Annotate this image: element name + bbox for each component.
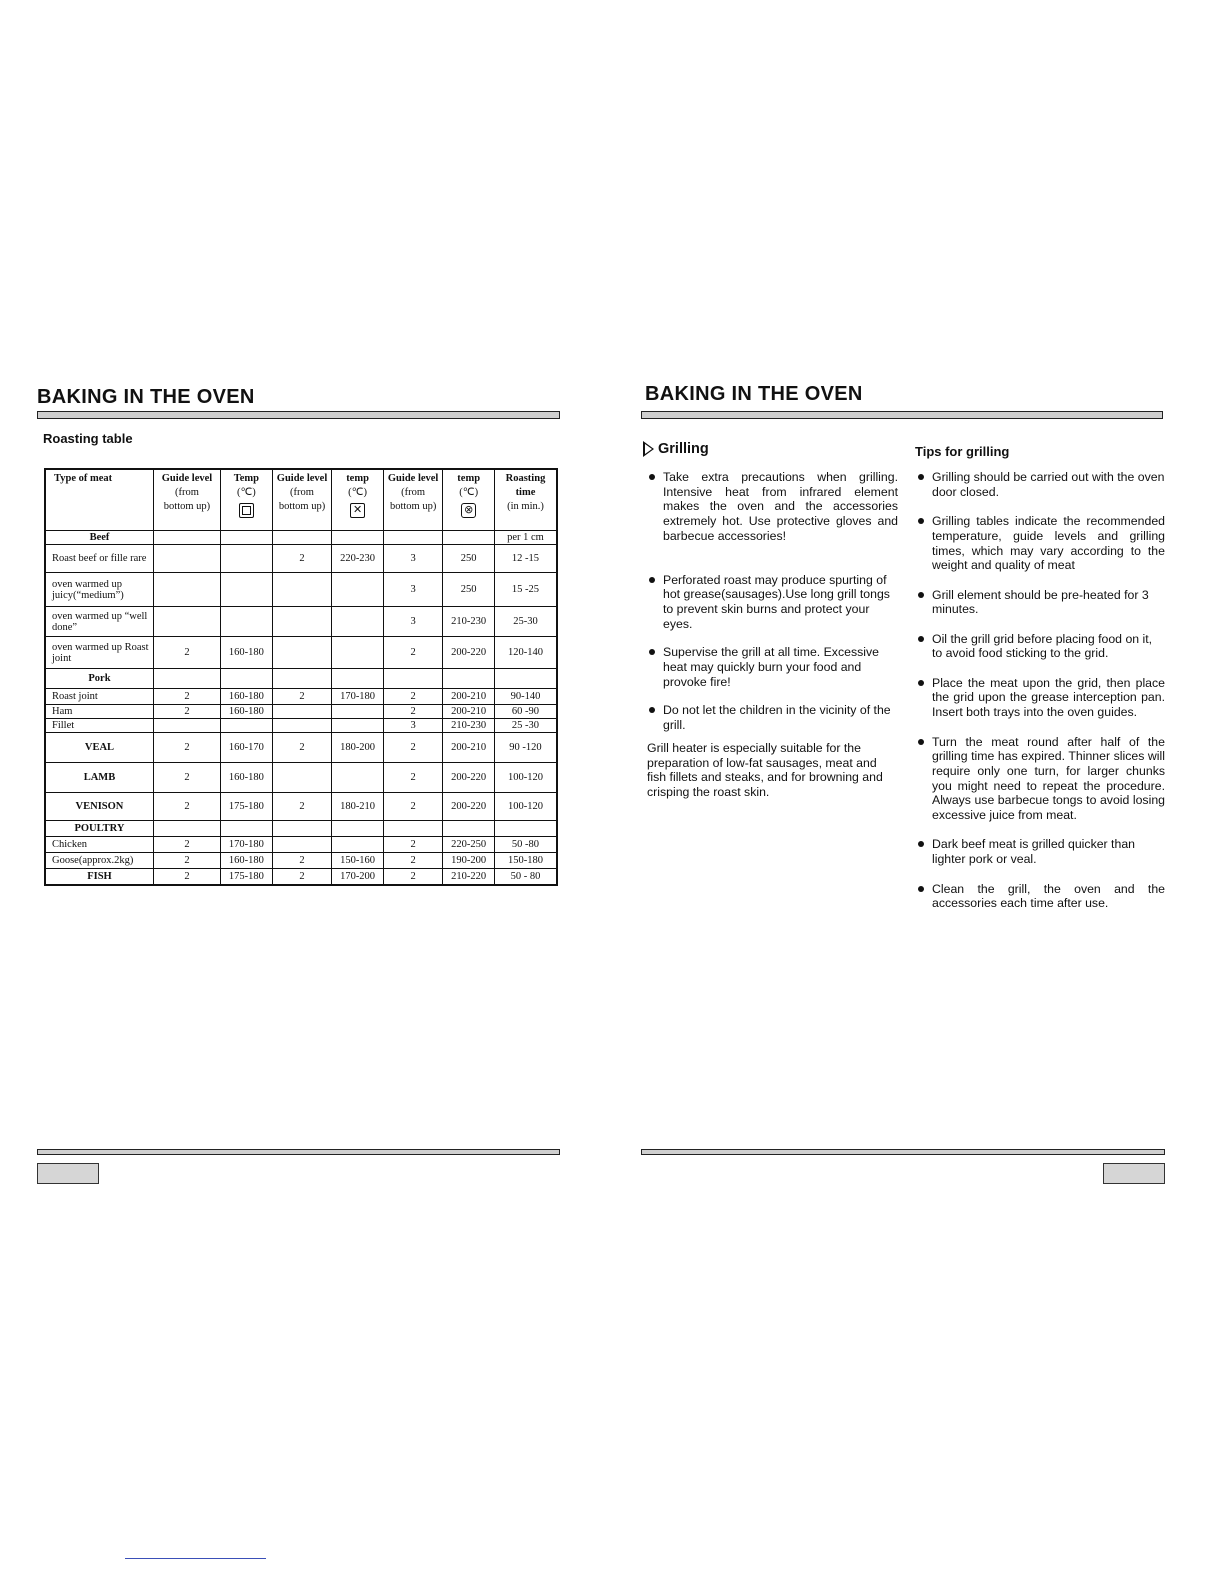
table-cell: 2 <box>272 869 332 885</box>
table-cell: 150-160 <box>332 853 384 869</box>
table-cell <box>332 705 384 719</box>
table-cell <box>153 573 220 607</box>
meat-type-cell: Beef <box>45 531 153 545</box>
table-cell: 2 <box>383 689 443 705</box>
table-row <box>45 837 557 853</box>
table-cell: 200-220 <box>443 637 495 669</box>
table-cell: 3 <box>383 545 443 573</box>
table-cell: 200-220 <box>443 793 495 821</box>
header-guide-level-conventional: Guide level (from bottom up) <box>153 469 220 531</box>
table-cell <box>272 669 332 689</box>
table-cell: 160-180 <box>221 705 273 719</box>
meat-type-cell: Goose(approx.2kg) <box>45 853 153 869</box>
table-row <box>45 869 557 885</box>
table-cell: 2 <box>153 689 220 705</box>
table-cell <box>272 531 332 545</box>
table-cell: 2 <box>383 705 443 719</box>
table-cell: 2 <box>153 705 220 719</box>
table-cell: 220-250 <box>443 837 495 853</box>
header-guide-level-fan: Guide level (from bottom up) <box>272 469 332 531</box>
table-cell: 120-140 <box>494 637 557 669</box>
table-cell <box>153 821 220 837</box>
table-cell <box>332 669 384 689</box>
table-row <box>45 719 557 733</box>
link-underline <box>125 1558 266 1559</box>
meat-type-cell: oven warmed up “well done” <box>45 607 153 637</box>
table-cell: 210-230 <box>443 719 495 733</box>
table-cell <box>383 669 443 689</box>
header-temp-conventional: Temp (℃) <box>221 469 273 531</box>
table-cell: 90 -120 <box>494 733 557 763</box>
meat-type-cell: LAMB <box>45 763 153 793</box>
table-cell: 60 -90 <box>494 705 557 719</box>
table-cell <box>332 821 384 837</box>
meat-type-cell: POULTRY <box>45 821 153 837</box>
table-cell: 2 <box>272 545 332 573</box>
table-row <box>45 607 557 637</box>
table-cell: 2 <box>383 763 443 793</box>
table-cell: 220-230 <box>332 545 384 573</box>
list-item: Grill element should be pre-heated for 3 minutes. <box>917 588 1165 617</box>
meat-type-cell: Chicken <box>45 837 153 853</box>
table-cell <box>494 669 557 689</box>
table-cell: 15 -25 <box>494 573 557 607</box>
table-cell <box>221 719 273 733</box>
table-cell: 180-210 <box>332 793 384 821</box>
table-cell: 2 <box>383 733 443 763</box>
table-cell: 2 <box>383 793 443 821</box>
list-item: Oil the grill grid before placing food on it, to avoid food sticking to the grid. <box>917 632 1165 661</box>
table-cell: per 1 cm <box>494 531 557 545</box>
table-cell: 2 <box>153 869 220 885</box>
table-row <box>45 545 557 573</box>
table-cell: 2 <box>272 793 332 821</box>
list-item: Do not let the children in the vicinity of the grill. <box>648 703 898 732</box>
table-cell: 25-30 <box>494 607 557 637</box>
meat-type-cell: Pork <box>45 669 153 689</box>
meat-type-cell: oven warmed up juicy(“medium”) <box>45 573 153 607</box>
table-cell: 2 <box>272 853 332 869</box>
table-cell: 2 <box>153 733 220 763</box>
table-cell: 100-120 <box>494 763 557 793</box>
table-cell: 2 <box>383 853 443 869</box>
table-row <box>45 705 557 719</box>
table-cell: 160-170 <box>221 733 273 763</box>
table-cell: 200-210 <box>443 689 495 705</box>
list-item: Place the meat upon the grid, then place the grid upon the grease interception pan. Insert both trays into the oven guides. <box>917 676 1165 720</box>
table-cell: 2 <box>153 853 220 869</box>
table-cell: 170-180 <box>332 689 384 705</box>
table-cell <box>153 531 220 545</box>
meat-type-cell: Roast joint <box>45 689 153 705</box>
section-title-roasting-table: Roasting table <box>43 431 133 446</box>
table-cell: 190-200 <box>443 853 495 869</box>
table-cell: 25 -30 <box>494 719 557 733</box>
table-cell: 2 <box>383 837 443 853</box>
table-cell <box>443 531 495 545</box>
table-cell: 2 <box>153 837 220 853</box>
table-cell <box>332 573 384 607</box>
table-cell: 90-140 <box>494 689 557 705</box>
meat-type-cell: FISH <box>45 869 153 885</box>
table-cell <box>272 637 332 669</box>
list-item: Take extra precautions when grilling. Intensive heat from infrared element makes the oven and the accessories extremely hot. Use protective gloves and barbecue accessories! <box>648 470 898 544</box>
table-cell <box>443 821 495 837</box>
list-item: Grilling tables indicate the recommended temperature, guide levels and grilling times, which may vary according to the weight and quality of meat <box>917 514 1165 573</box>
table-cell: 160-180 <box>221 763 273 793</box>
header-roasting-time: Roasting time (in min.) <box>494 469 557 531</box>
table-cell: 2 <box>272 733 332 763</box>
meat-type-cell: VENISON <box>45 793 153 821</box>
footer-bar-left <box>37 1149 560 1155</box>
table-cell: 2 <box>383 637 443 669</box>
table-cell <box>153 607 220 637</box>
table-cell <box>383 531 443 545</box>
table-cell <box>153 669 220 689</box>
header-guide-level-turbo: Guide level (from bottom up) <box>383 469 443 531</box>
table-cell: 2 <box>153 793 220 821</box>
table-row <box>45 793 557 821</box>
table-cell: 160-180 <box>221 637 273 669</box>
table-row <box>45 531 557 545</box>
page-number-box-right <box>1103 1163 1165 1184</box>
table-cell: 2 <box>153 763 220 793</box>
grilling-precautions-list <box>648 470 898 733</box>
fan-grill-icon: ⊗ <box>461 503 476 518</box>
table-cell: 200-210 <box>443 705 495 719</box>
grill-heating-icon: ✕ <box>350 503 365 518</box>
page-number-box-left <box>37 1163 99 1184</box>
table-row <box>45 821 557 837</box>
list-item: Supervise the grill at all time. Excessive heat may quickly burn your food and provoke fire! <box>648 645 898 689</box>
table-cell: 2 <box>272 689 332 705</box>
table-cell <box>272 763 332 793</box>
table-cell: 3 <box>383 573 443 607</box>
table-cell <box>494 821 557 837</box>
table-cell <box>332 637 384 669</box>
table-cell <box>332 837 384 853</box>
table-cell <box>332 531 384 545</box>
meat-type-cell: oven warmed up Roast joint <box>45 637 153 669</box>
table-cell <box>272 719 332 733</box>
list-item: Grilling should be carried out with the oven door closed. <box>917 470 1165 499</box>
table-cell <box>221 573 273 607</box>
grilling-tips-list <box>917 470 1165 911</box>
table-cell: 2 <box>153 637 220 669</box>
table-cell <box>153 719 220 733</box>
table-cell: 100-120 <box>494 793 557 821</box>
table-cell <box>221 821 273 837</box>
table-cell <box>443 669 495 689</box>
table-cell: 175-180 <box>221 869 273 885</box>
tips-heading: Tips for grilling <box>915 444 1010 459</box>
list-item: Perforated roast may produce spurting of hot grease(sausages).Use long grill tongs to prevent skin burns and protect your eyes. <box>648 573 898 632</box>
table-cell: 12 -15 <box>494 545 557 573</box>
table-header-row <box>45 469 557 531</box>
list-item: Turn the meat round after half of the grilling time has expired. Thinner slices will require only one turn, for larger chunks you might need to repeat the procedure. Always use barbecue tongs to avoid losing excessive juice from meat. <box>917 735 1165 823</box>
table-cell: 180-200 <box>332 733 384 763</box>
footer-bar-right <box>641 1149 1165 1155</box>
triangle-arrow-icon <box>643 441 654 457</box>
table-cell: 200-220 <box>443 763 495 793</box>
meat-type-cell: Fillet <box>45 719 153 733</box>
table-cell <box>153 545 220 573</box>
table-row <box>45 689 557 705</box>
table-cell <box>332 719 384 733</box>
page-title-right: BAKING IN THE OVEN <box>645 383 863 405</box>
table-cell: 210-230 <box>443 607 495 637</box>
conventional-heating-icon <box>239 503 254 518</box>
meat-type-cell: Roast beef or fille rare <box>45 545 153 573</box>
table-cell: 160-180 <box>221 689 273 705</box>
table-cell <box>221 607 273 637</box>
table-row <box>45 573 557 607</box>
table-cell <box>272 607 332 637</box>
table-cell: 200-210 <box>443 733 495 763</box>
table-cell: 2 <box>383 869 443 885</box>
title-underline-bar-right <box>641 411 1163 419</box>
table-cell <box>383 821 443 837</box>
table-cell <box>332 763 384 793</box>
table-row <box>45 853 557 869</box>
page-title-left: BAKING IN THE OVEN <box>37 386 255 408</box>
table-cell <box>272 573 332 607</box>
table-cell: 210-220 <box>443 869 495 885</box>
meat-type-cell: Ham <box>45 705 153 719</box>
table-cell: 170-180 <box>221 837 273 853</box>
table-cell <box>221 669 273 689</box>
table-row <box>45 733 557 763</box>
list-item: Clean the grill, the oven and the accessories each time after use. <box>917 882 1165 911</box>
table-cell <box>272 705 332 719</box>
title-underline-bar-left <box>37 411 560 419</box>
table-row <box>45 669 557 689</box>
grill-heater-paragraph: Grill heater is especially suitable for the preparation of low-fat sausages, meat and fish fillets and steaks, and for browning and crisping the roast skin. <box>647 741 883 800</box>
table-cell: 150-180 <box>494 853 557 869</box>
table-cell <box>221 531 273 545</box>
header-type-of-meat: Type of meat <box>45 469 153 531</box>
table-cell: 50 - 80 <box>494 869 557 885</box>
grilling-heading <box>643 441 709 457</box>
table-row <box>45 763 557 793</box>
table-cell: 160-180 <box>221 853 273 869</box>
table-cell: 175-180 <box>221 793 273 821</box>
table-cell: 50 -80 <box>494 837 557 853</box>
table-row <box>45 637 557 669</box>
table-cell <box>221 545 273 573</box>
header-temp-turbo: temp (℃) ⊗ <box>443 469 495 531</box>
roasting-table <box>44 468 558 886</box>
table-cell: 250 <box>443 573 495 607</box>
table-cell: 250 <box>443 545 495 573</box>
table-cell: 170-200 <box>332 869 384 885</box>
table-cell: 3 <box>383 607 443 637</box>
list-item: Dark beef meat is grilled quicker than lighter pork or veal. <box>917 837 1165 866</box>
meat-type-cell: VEAL <box>45 733 153 763</box>
header-temp-fan: temp (℃) ✕ <box>332 469 384 531</box>
table-cell <box>272 821 332 837</box>
table-cell <box>272 837 332 853</box>
table-cell: 3 <box>383 719 443 733</box>
table-cell <box>332 607 384 637</box>
grilling-heading-text: Grilling <box>658 441 709 457</box>
